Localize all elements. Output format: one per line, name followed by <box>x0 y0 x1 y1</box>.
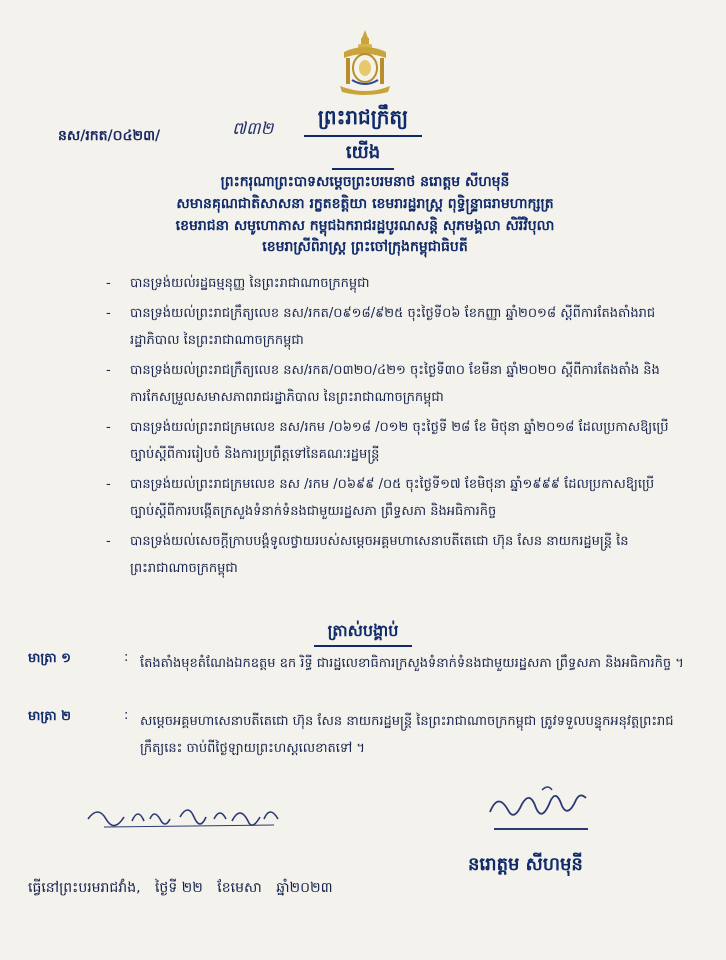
article-1-text: តែងតាំងមុខតំណែងឯកឧត្តម ឧក រិទ្ធី ជារដ្ឋលេខាធិការក្រសួងទំនាក់ទំនងជាមួយរដ្ឋសភា ព្រឹទ្ធសភា និងអធិការកិច្ច ។ <box>140 656 684 671</box>
handwritten-date-mark <box>84 795 284 835</box>
issued-place: ធ្វើនៅព្រះបរមរាជវាំង, <box>28 880 141 896</box>
preamble-clauses <box>106 270 675 585</box>
we-heading <box>0 140 726 170</box>
clause-text: បានទ្រង់យល់រដ្ឋធម្មនុញ្ញ នៃព្រះរាជាណាចក្រកម្ពុជា <box>130 276 370 291</box>
clause-item: - បានទ្រង់យល់រដ្ឋធម្មនុញ្ញ នៃព្រះរាជាណាចក្រកម្ពុជា <box>106 276 370 291</box>
clause-item: - បានទ្រង់យល់ព្រះរាជក្រឹត្យលេខ នស/រកត/០៩១៨/៩២៥ ចុះថ្ងៃទី០៦ ខែកញ្ញា ឆ្នាំ២០១៨ ស្តីពីការតែងតាំងរាជរដ្ឋាភិបាល នៃព្រះរាជាណាចក្រកម្ពុជា <box>106 306 656 348</box>
article-1-label: មាត្រា ១ <box>28 651 71 666</box>
reference-number: នស/រកត/០៤២៣/ <box>58 128 161 144</box>
signatory-name: នរោត្តម សីហមុនី <box>468 854 583 875</box>
article-1-colon: : <box>124 650 129 665</box>
clause-item: - បានទ្រង់យល់ព្រះរាជក្រឹត្យលេខ នស/រកត/០៣២០/៤២១ ចុះថ្ងៃទី៣០ ខែមីនា ឆ្នាំ២០២០ ស្តីពីការតែងតាំង និងការកែសម្រួលសមាសភាពរាជរដ្ឋាភិបាល នៃព្រះរាជាណាចក្រកម្ពុជា <box>106 363 660 405</box>
issued-line <box>28 878 343 899</box>
signature-underline <box>494 828 588 830</box>
issued-day: ថ្ងៃទី ២២ <box>154 880 203 896</box>
royal-signature <box>482 782 592 830</box>
king-title-line-1: ព្រះករុណាព្រះបាទសម្តេចព្រះបរមនាថ នរោត្តម សីហមុនី <box>220 174 510 190</box>
clause-text: បានទ្រង់យល់ព្រះរាជក្រមលេខ នស/រកម /០៦១៨ /០១២ ចុះថ្ងៃទី ២៨ ខែ មិថុនា ឆ្នាំ២០១៨ ដែលប្រកាសឱ្យប្រើច្បាប់ស្តីពីការរៀបចំ និងការប្រព្រឹត្តទៅនៃគណៈរដ្ឋមន្ត្រី <box>130 420 669 462</box>
article-2-colon: : <box>124 708 129 723</box>
king-title-line-3: ខេមរាជនា សមូហោភាស កម្ពុជឯករាជរដ្ឋបូរណសន្តិ សុភមង្គលា សិរីវិបុលា <box>175 218 555 234</box>
article-2 <box>28 708 688 762</box>
decree-heading-text: ត្រាស់បង្គាប់ <box>314 620 413 647</box>
issued-month: ខែមេសា <box>217 880 262 896</box>
decree-heading <box>0 620 726 647</box>
article-2-label: មាត្រា ២ <box>28 709 71 724</box>
article-2-text: សម្តេចអគ្គមហាសេនាបតីតេជោ ហ៊ុន សែន នាយករដ្ឋមន្ត្រី នៃព្រះរាជាណាចក្រកម្ពុជា ត្រូវទទួលបន្ទុកអនុវត្តព្រះរាជក្រឹត្យនេះ ចាប់ពីថ្ងៃឡាយព្រះហស្តលេខាតទៅ ។ <box>140 714 674 756</box>
royal-coat-of-arms-icon <box>332 28 398 98</box>
clause-text: បានទ្រង់យល់ព្រះរាជក្រឹត្យលេខ នស/រកត/០៣២០/៤២១ ចុះថ្ងៃទី៣០ ខែមីនា ឆ្នាំ២០២០ ស្តីពីការតែងតាំង និងការកែសម្រួលសមាសភាពរាជរដ្ឋាភិបាល នៃព្រះរាជាណាចក្រកម្ពុជា <box>130 363 660 405</box>
clause-text: បានទ្រង់យល់សេចក្តីក្រាបបង្គំទូលថ្វាយរបស់សម្តេចអគ្គមហាសេនាបតីតេជោ ហ៊ុន សែន នាយករដ្ឋមន្ត្រី នៃព្រះរាជាណាចក្រកម្ពុជា <box>130 534 629 576</box>
clause-text: បានទ្រង់យល់ព្រះរាជក្រមលេខ នស /រកម /០៦៩៩ /០៥ ចុះថ្ងៃទី១៧ ខែមិថុនា ឆ្នាំ១៩៩៩ ដែលប្រកាសឱ្យប្រើច្បាប់ស្តីពីការបង្កើតក្រសួងទំនាក់ទំនងជាមួយរដ្ឋសភា ព្រឹទ្ធសភា និងអធិការកិច្ច <box>130 477 655 519</box>
clause-item: - បានទ្រង់យល់ព្រះរាជក្រមលេខ នស/រកម /០៦១៨ /០១២ ចុះថ្ងៃទី ២៨ ខែ មិថុនា ឆ្នាំ២០១៨ ដែលប្រកាសឱ្យប្រើច្បាប់ស្តីពីការរៀបចំ និងការប្រព្រឹត្តទៅនៃគណៈរដ្ឋមន្ត្រី <box>106 420 669 462</box>
clause-text: បានទ្រង់យល់ព្រះរាជក្រឹត្យលេខ នស/រកត/០៩១៨/៩២៥ ចុះថ្ងៃទី០៦ ខែកញ្ញា ឆ្នាំ២០១៨ ស្តីពីការតែងតាំងរាជរដ្ឋាភិបាល នៃព្រះរាជាណាចក្រកម្ពុជា <box>130 306 656 348</box>
clause-item: - បានទ្រង់យល់សេចក្តីក្រាបបង្គំទូលថ្វាយរបស់សម្តេចអគ្គមហាសេនាបតីតេជោ ហ៊ុន សែន នាយករដ្ឋមន្ត្រី នៃព្រះរាជាណាចក្រកម្ពុជា <box>106 534 629 576</box>
reference-handwritten: ៧៣២ <box>232 119 274 139</box>
king-title-line-2: សមានគុណជាតិសាសនា រក្ខតខត្តិយា ខេមរារដ្ឋរាស្ត្រ ពុទ្ធិន្រ្ទាធរាមហាក្សត្រ <box>176 196 554 212</box>
decree-title-text: ព្រះរាជក្រឹត្យ <box>304 104 422 137</box>
king-title-line-4: ខេមរាស្រីពិរាស្ត្រ ព្រះចៅក្រុងកម្ពុជាធិបតី <box>262 239 468 255</box>
clause-item: - បានទ្រង់យល់ព្រះរាជក្រមលេខ នស /រកម /០៦៩៩ /០៥ ចុះថ្ងៃទី១៧ ខែមិថុនា ឆ្នាំ១៩៩៩ ដែលប្រកាសឱ្យប្រើច្បាប់ស្តីពីការបង្កើតក្រសួងទំនាក់ទំនងជាមួយរដ្ឋសភា ព្រឹទ្ធសភា និងអធិការកិច្ច <box>106 477 655 519</box>
we-heading-text: យើង <box>332 140 394 170</box>
issued-year: ឆ្នាំ២០២៣ <box>276 880 333 896</box>
article-1 <box>28 650 688 677</box>
